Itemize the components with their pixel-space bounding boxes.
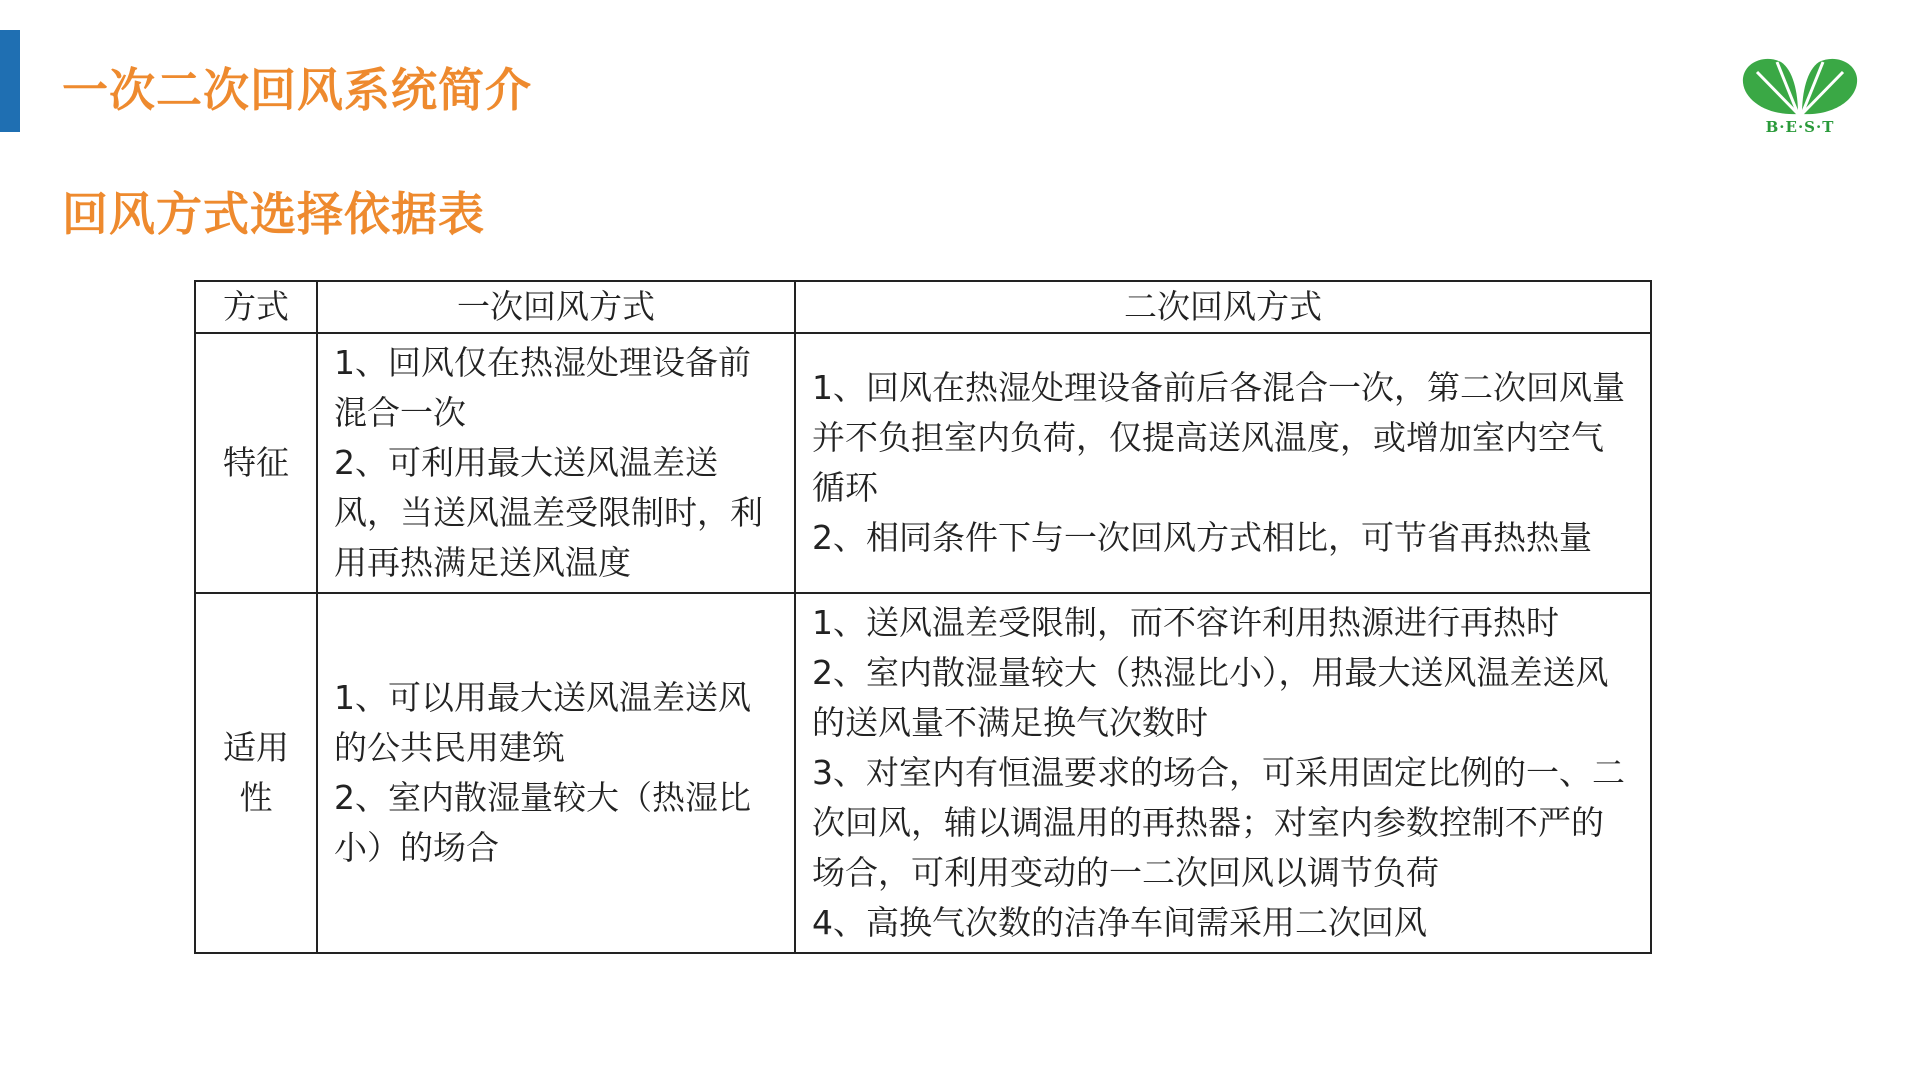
- logo-text: B·E·S·T: [1765, 118, 1835, 136]
- table-header-row: [195, 281, 1651, 333]
- cell-features-primary: [317, 333, 795, 593]
- header-secondary-return: 二次回风方式: [795, 281, 1651, 333]
- cell-applicability-secondary: [795, 593, 1651, 953]
- list-item: 3、对室内有恒温要求的场合，可采用固定比例的一、二次回风，辅以调温用的再热器；对室内参数控制不严的场合，可利用变动的一二次回风以调节负荷: [812, 753, 1625, 892]
- table-row-applicability: [195, 593, 1651, 953]
- comparison-table-container: [194, 280, 1650, 954]
- accent-bar: [0, 30, 20, 132]
- list-item: 1、回风在热湿处理设备前后各混合一次，第二次回风量并不负担室内负荷，仅提高送风温度，或增加室内空气循环: [812, 368, 1625, 507]
- list-item: 2、室内散湿量较大（热湿比小）的场合: [334, 778, 751, 867]
- row-label-applicability: 适用性: [195, 593, 317, 953]
- page-title: 一次二次回风系统简介: [62, 63, 532, 117]
- list-item: 2、相同条件下与一次回风方式相比，可节省再热热量: [812, 518, 1592, 557]
- cell-applicability-primary: [317, 593, 795, 953]
- row-label-features: 特征: [195, 333, 317, 593]
- list-item: 2、室内散湿量较大（热湿比小），用最大送风温差送风的送风量不满足换气次数时: [812, 653, 1609, 742]
- comparison-table: [194, 280, 1652, 954]
- list-item: 1、可以用最大送风温差送风的公共民用建筑: [334, 678, 751, 767]
- list-item: 4、高换气次数的洁净车间需采用二次回风: [812, 903, 1427, 942]
- list-item: 1、回风仅在热湿处理设备前混合一次: [334, 343, 751, 432]
- table-row-features: [195, 333, 1651, 593]
- header-primary-return: 一次回风方式: [317, 281, 795, 333]
- header-method: 方式: [195, 281, 317, 333]
- cell-features-secondary: [795, 333, 1651, 593]
- best-logo: [1735, 48, 1865, 138]
- list-item: 2、可利用最大送风温差送风，当送风温差受限制时，利用再热满足送风温度: [334, 443, 763, 582]
- leaf-logo-icon: [1735, 48, 1865, 118]
- list-item: 1、送风温差受限制，而不容许利用热源进行再热时: [812, 603, 1559, 642]
- table-title: 回风方式选择依据表: [62, 187, 485, 241]
